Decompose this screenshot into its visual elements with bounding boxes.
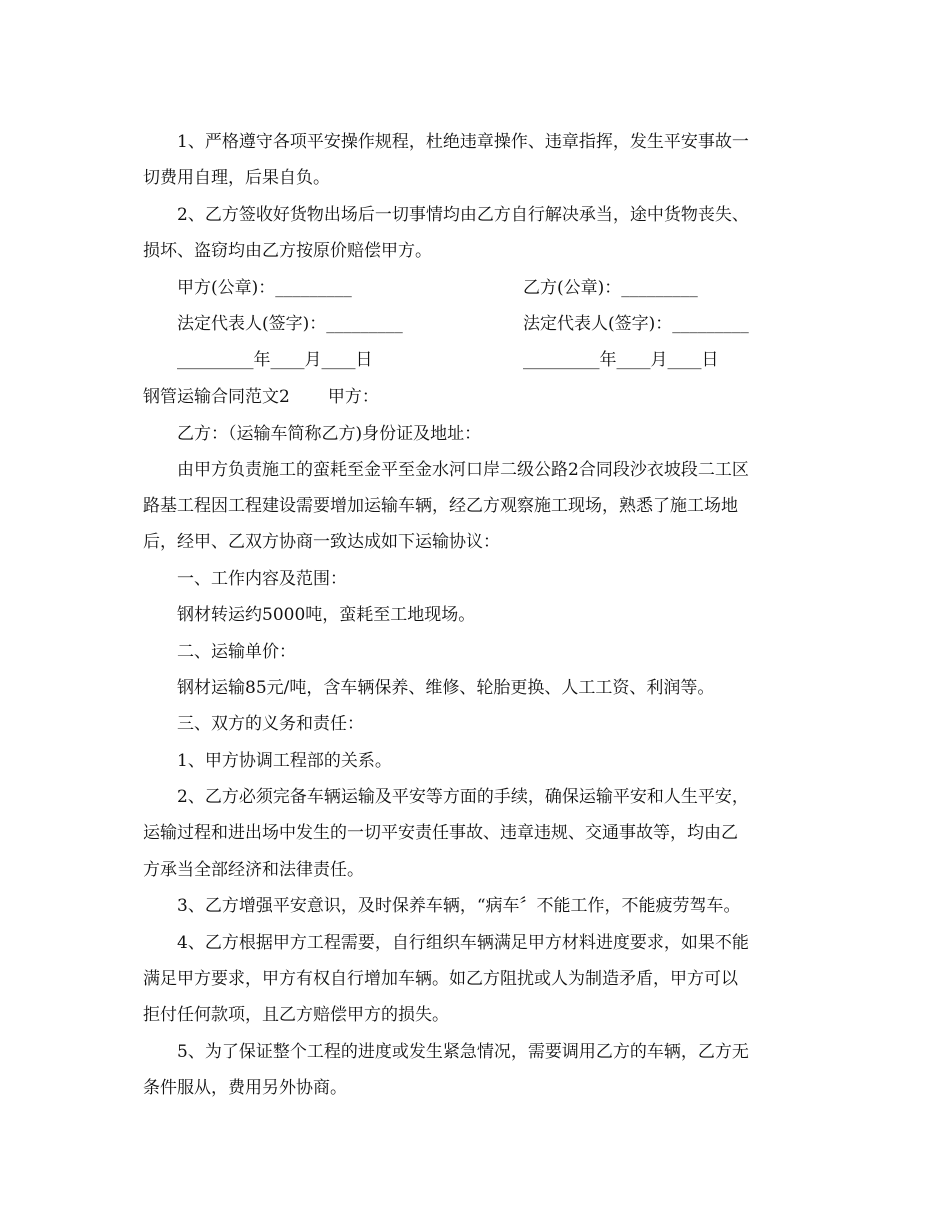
item-3: 3、乙方增强平安意识，及时保养车辆，“病车〞不能工作，不能疲劳驾车。 <box>177 896 741 916</box>
item-4-line-2: 满足甲方要求，甲方有权自行增加车辆。如乙方阻扰或人为制造矛盾，甲方可以 <box>143 969 738 989</box>
section-1-title: 一、工作内容及范围： <box>177 569 347 589</box>
party-b-representative: 法定代表人(签字)：_________ <box>523 314 749 334</box>
item-4-line-3: 拒付任何款项，且乙方赔偿甲方的损失。 <box>143 1005 449 1025</box>
section-2-text: 钢材运输85元/吨，含车辆保养、维修、轮胎更换、人工工资、利润等。 <box>177 678 715 698</box>
clause-2-line-1: 2、乙方签收好货物出场后一切事情均由乙方自行解决承当，途中货物丧失、 <box>177 205 749 225</box>
section-2-title: 二、运输单价： <box>177 642 296 662</box>
sample-2-party-b: 乙方：（运输车简称乙方)身份证及地址： <box>177 424 482 444</box>
section-1-text: 钢材转运约5000吨，蛮耗至工地现场。 <box>177 605 476 625</box>
party-a-representative: 法定代表人(签字)：_________ <box>177 314 403 334</box>
section-3-title: 三、双方的义务和责任： <box>177 714 364 734</box>
sample-2-heading <box>143 387 379 407</box>
item-2-line-3: 方承当全部经济和法律责任。 <box>143 860 364 880</box>
clause-1-line-2: 切费用自理，后果自负。 <box>143 168 330 188</box>
sample-2-title: 钢管运输合同范文2 <box>143 387 290 407</box>
intro-line-2: 路基工程因工程建设需要增加运输车辆，经乙方观察施工现场，熟悉了施工场地 <box>143 496 738 516</box>
intro-line-3: 后，经甲、乙双方协商一致达成如下运输协议： <box>143 532 500 552</box>
clause-2-line-2: 损坏、盗窃均由乙方按原价赔偿甲方。 <box>143 241 432 261</box>
item-2-line-1: 2、乙方必须完备车辆运输及平安等方面的手续，确保运输平安和人生平安， <box>177 787 749 807</box>
party-a-seal: 甲方(公章)：_________ <box>177 278 352 298</box>
intro-line-1: 由甲方负责施工的蛮耗至金平至金水河口岸二级公路2合同段沙衣坡段二工区 <box>177 460 749 480</box>
clause-1-line-1: 1、严格遵守各项平安操作规程，杜绝违章操作、违章指挥，发生平安事故一 <box>177 132 749 152</box>
party-b-seal: 乙方(公章)：_________ <box>523 278 698 298</box>
item-4-line-1: 4、乙方根据甲方工程需要，自行组织车辆满足甲方材料进度要求，如果不能 <box>177 933 749 953</box>
item-2-line-2: 运输过程和进出场中发生的一切平安责任事故、违章违规、交通事故等，均由乙 <box>143 823 738 843</box>
item-5-line-2: 条件服从，费用另外协商。 <box>143 1078 347 1098</box>
party-a-date: _________年____月____日 <box>177 350 373 370</box>
item-1: 1、甲方协调工程部的关系。 <box>177 751 392 771</box>
item-5-line-1: 5、为了保证整个工程的进度或发生紧急情况，需要调用乙方的车辆，乙方无 <box>177 1042 749 1062</box>
sample-2-party-a: 甲方： <box>327 387 379 407</box>
party-b-date: _________年____月____日 <box>523 350 719 370</box>
